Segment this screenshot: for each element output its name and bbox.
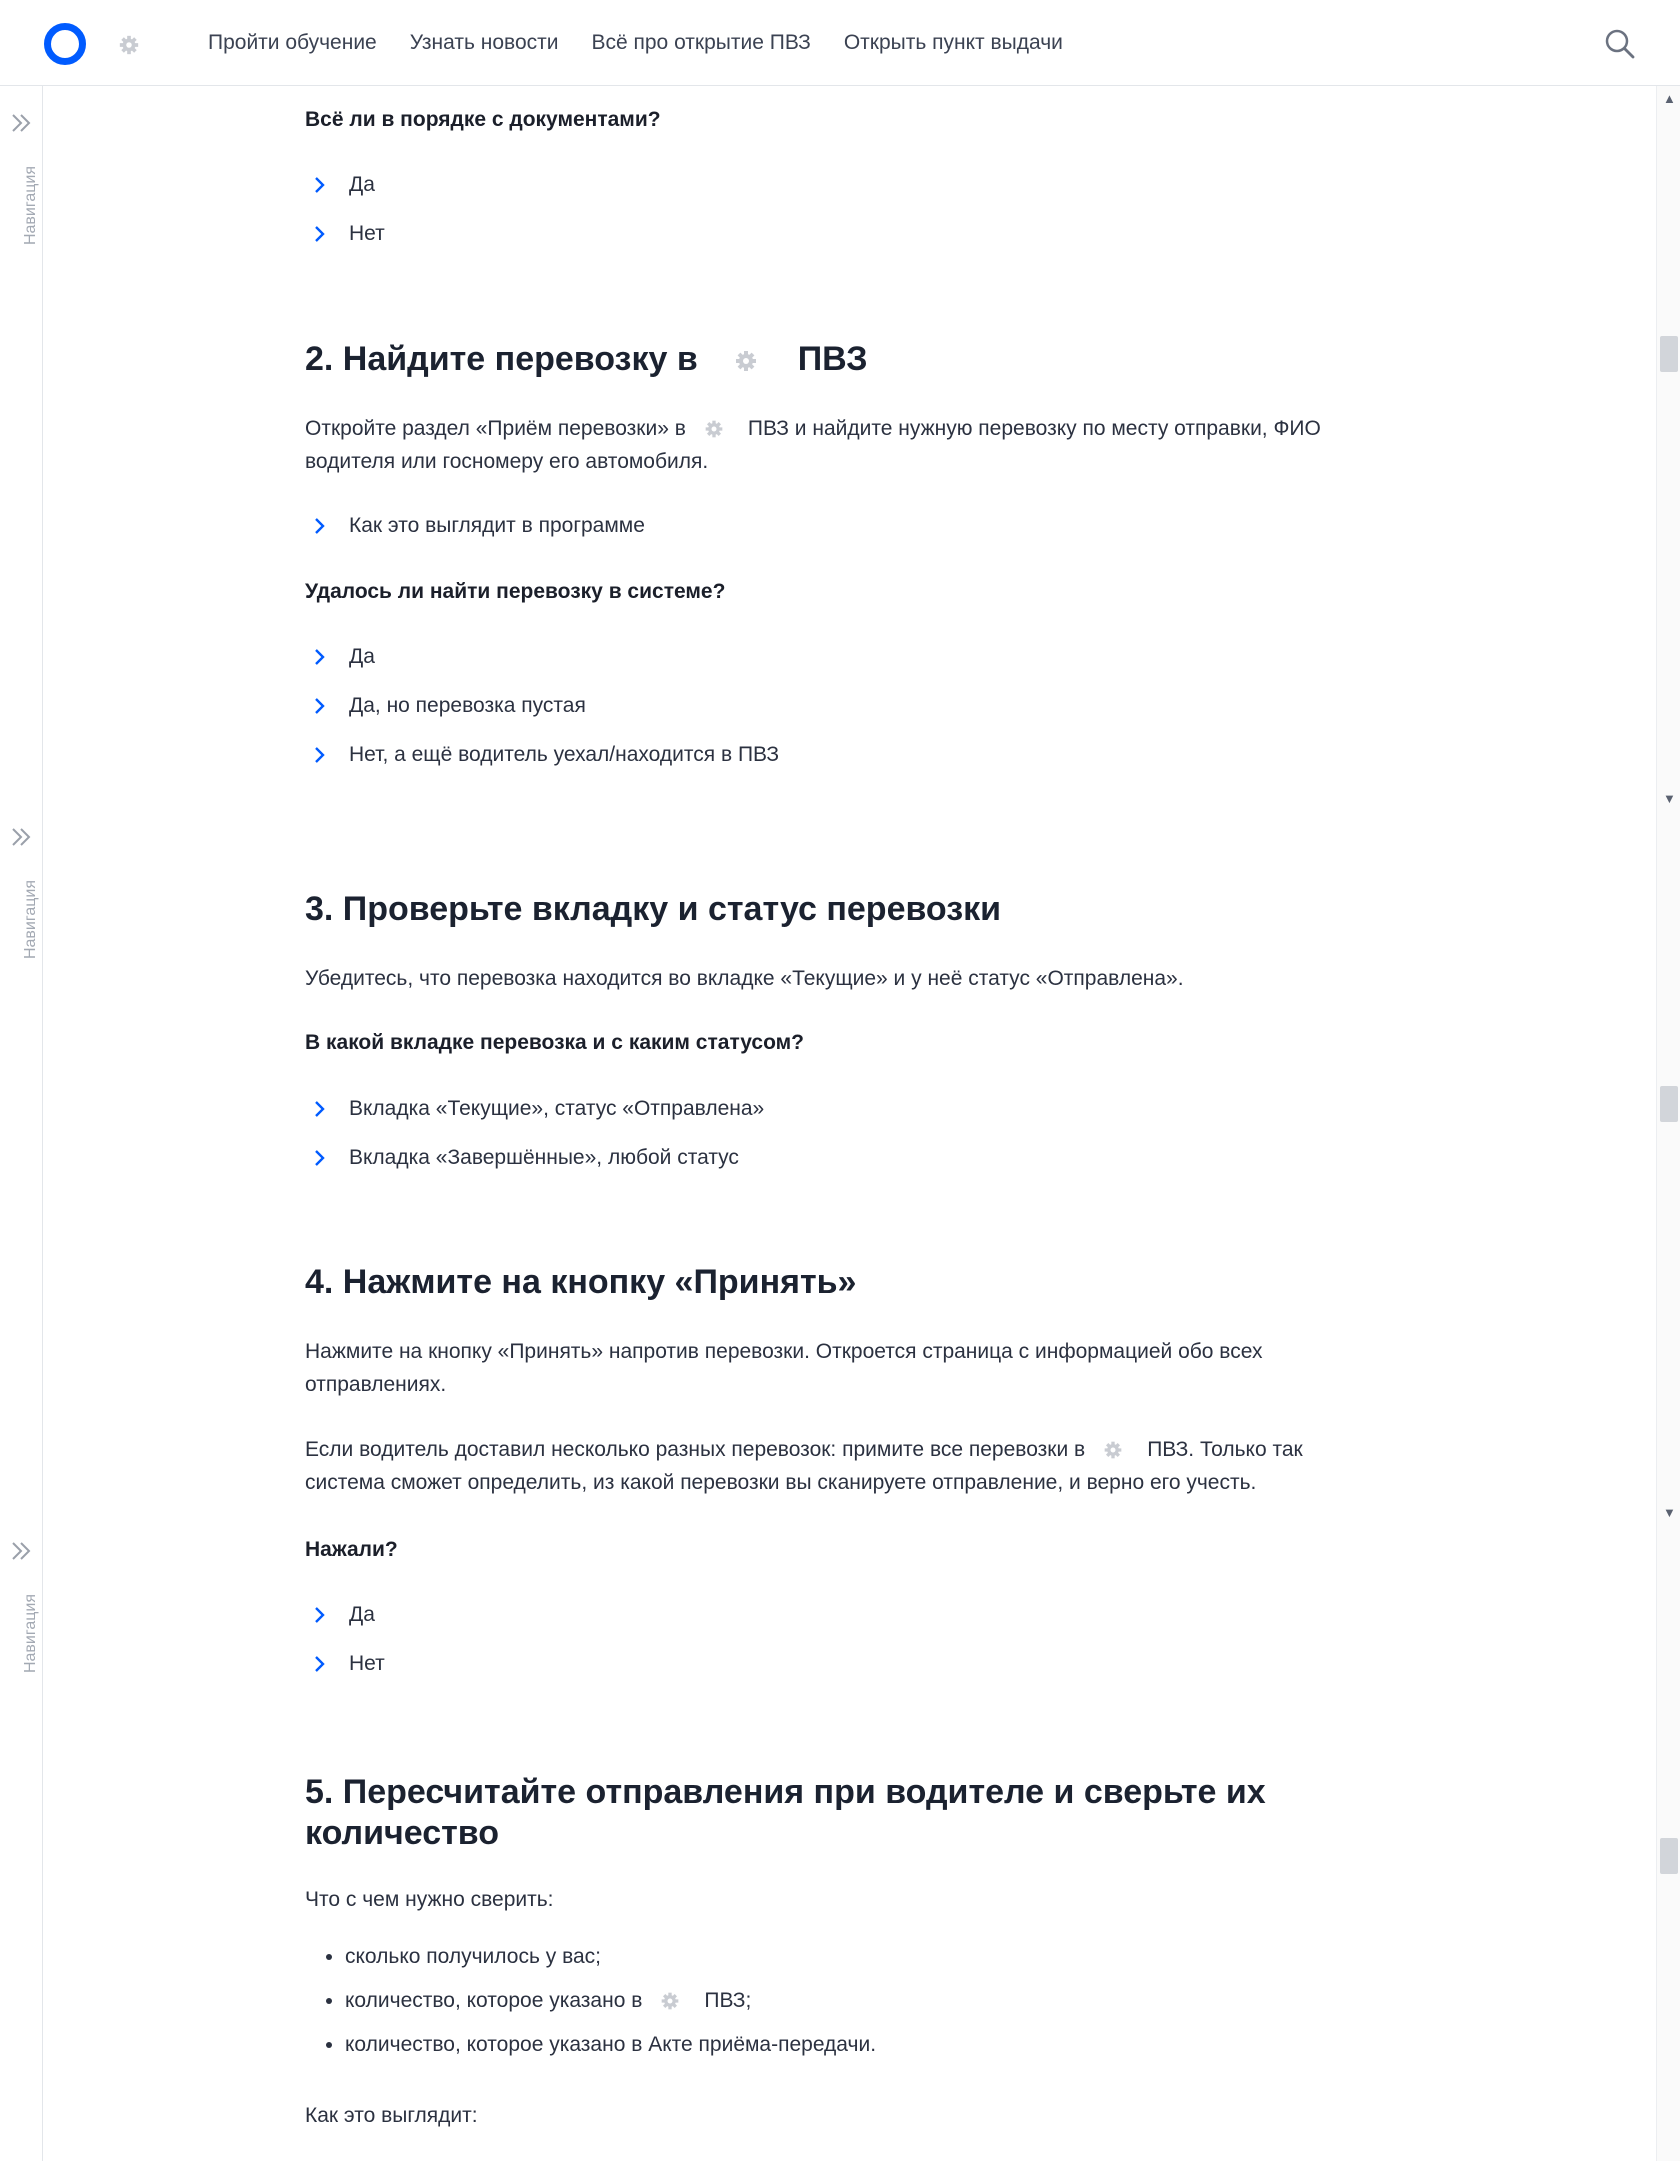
expand-how-it-looks[interactable]: Как это выглядит в программе xyxy=(313,511,645,541)
answer-option[interactable]: Вкладка «Завершённые», любой статус xyxy=(313,1143,739,1173)
chevron-right-icon xyxy=(313,1149,327,1167)
left-navigation-strip xyxy=(0,86,43,2161)
chevron-right-icon xyxy=(313,746,327,764)
navigation-label: Навигация xyxy=(22,880,39,960)
navigation-label: Навигация xyxy=(22,166,39,246)
section-heading-4: 4. Нажмите на кнопку «Принять» xyxy=(305,1263,857,1301)
brand-logo-icon[interactable] xyxy=(44,23,86,65)
chevron-right-icon xyxy=(313,176,327,194)
answer-option[interactable]: Нет, а ещё водитель уехал/находится в ПВЗ xyxy=(313,740,779,770)
scrollbar-thumb[interactable] xyxy=(1660,336,1678,372)
gear-icon xyxy=(118,34,140,56)
nav-link-opening[interactable]: Всё про открытие ПВЗ xyxy=(591,30,811,54)
double-chevron-right-icon xyxy=(10,826,32,848)
list-item: • количество, которое указано в Акте приёма-передачи. xyxy=(345,2030,876,2074)
answer-option[interactable]: Да xyxy=(313,170,375,200)
section-heading-3: 3. Проверьте вкладку и статус перевозки xyxy=(305,890,1002,928)
section-5-footer: Как это выглядит: xyxy=(305,2104,478,2127)
question-found: Удалось ли найти перевозку в системе? xyxy=(305,580,726,603)
gear-icon xyxy=(660,1991,680,2011)
navigation-toggle[interactable] xyxy=(0,826,42,966)
gear-icon xyxy=(1103,1440,1123,1460)
section-4-note: Если водитель доставил несколько разных перевозок: примите все перевозки в ПВЗ. Только так система сможет определить, из какой перевозки вы сканируете отправление, и верно его учесть. xyxy=(305,1438,1303,1494)
answer-option[interactable]: Да xyxy=(313,1600,375,1630)
scrollbar-thumb[interactable] xyxy=(1660,1086,1678,1122)
navigation-label: Навигация xyxy=(22,1594,39,1674)
question-tab-status: В какой вкладке перевозка и с каким статусом? xyxy=(305,1031,804,1054)
list-item: • количество, которое указано в ПВЗ; xyxy=(345,1986,876,2030)
main-nav xyxy=(208,0,1096,85)
scroll-up-arrow-icon[interactable]: ▲ xyxy=(1663,91,1676,106)
section-5-text: Что с чем нужно сверить: xyxy=(305,1888,554,1911)
scrollbar-strip[interactable] xyxy=(1656,86,1680,2161)
nav-link-training[interactable]: Пройти обучение xyxy=(208,30,377,54)
scrollbar-thumb[interactable] xyxy=(1660,1838,1678,1874)
gear-icon xyxy=(704,419,724,439)
gear-icon xyxy=(734,349,758,373)
section-heading-2: 2. Найдите перевозку в ПВЗ xyxy=(305,340,868,378)
list-item: • сколько получилось у вас; xyxy=(345,1942,876,1986)
section-2-text: Откройте раздел «Приём перевозки» в ПВЗ и найдите нужную перевозку по месту отправки, ФИО водителя или госномеру его автомобиля. xyxy=(305,417,1321,473)
question-pressed: Нажали? xyxy=(305,1538,398,1561)
chevron-right-icon xyxy=(313,1606,327,1624)
nav-link-news[interactable]: Узнать новости xyxy=(409,30,559,54)
compare-list xyxy=(305,1942,876,2074)
answer-option[interactable]: Нет xyxy=(313,219,385,249)
double-chevron-right-icon xyxy=(10,112,32,134)
scroll-down-arrow-icon[interactable]: ▼ xyxy=(1663,1505,1676,1520)
chevron-right-icon xyxy=(313,1655,327,1673)
section-heading-5: 5. Пересчитайте отправления при водителе и сверьте их количество xyxy=(305,1773,1266,1852)
scroll-down-arrow-icon[interactable]: ▼ xyxy=(1663,791,1676,806)
section-3-text: Убедитесь, что перевозка находится во вкладке «Текущие» и у неё статус «Отправлена». xyxy=(305,967,1184,990)
answer-option[interactable]: Да xyxy=(313,642,375,672)
chevron-right-icon xyxy=(313,697,327,715)
top-header xyxy=(0,0,1680,86)
navigation-toggle[interactable] xyxy=(0,112,42,252)
section-4-text: Нажмите на кнопку «Принять» напротив перевозки. Откроется страница с информацией обо всех отправлениях. xyxy=(305,1340,1263,1396)
double-chevron-right-icon xyxy=(10,1540,32,1562)
chevron-right-icon xyxy=(313,1100,327,1118)
chevron-right-icon xyxy=(313,517,327,535)
answer-option[interactable]: Нет xyxy=(313,1649,385,1679)
chevron-right-icon xyxy=(313,648,327,666)
answer-option[interactable]: Вкладка «Текущие», статус «Отправлена» xyxy=(313,1094,764,1124)
chevron-right-icon xyxy=(313,225,327,243)
search-icon[interactable] xyxy=(1604,28,1636,60)
answer-option[interactable]: Да, но перевозка пустая xyxy=(313,691,586,721)
question-documents: Всё ли в порядке с документами? xyxy=(305,108,661,131)
navigation-toggle[interactable] xyxy=(0,1540,42,1680)
nav-link-open-point[interactable]: Открыть пункт выдачи xyxy=(843,30,1063,54)
